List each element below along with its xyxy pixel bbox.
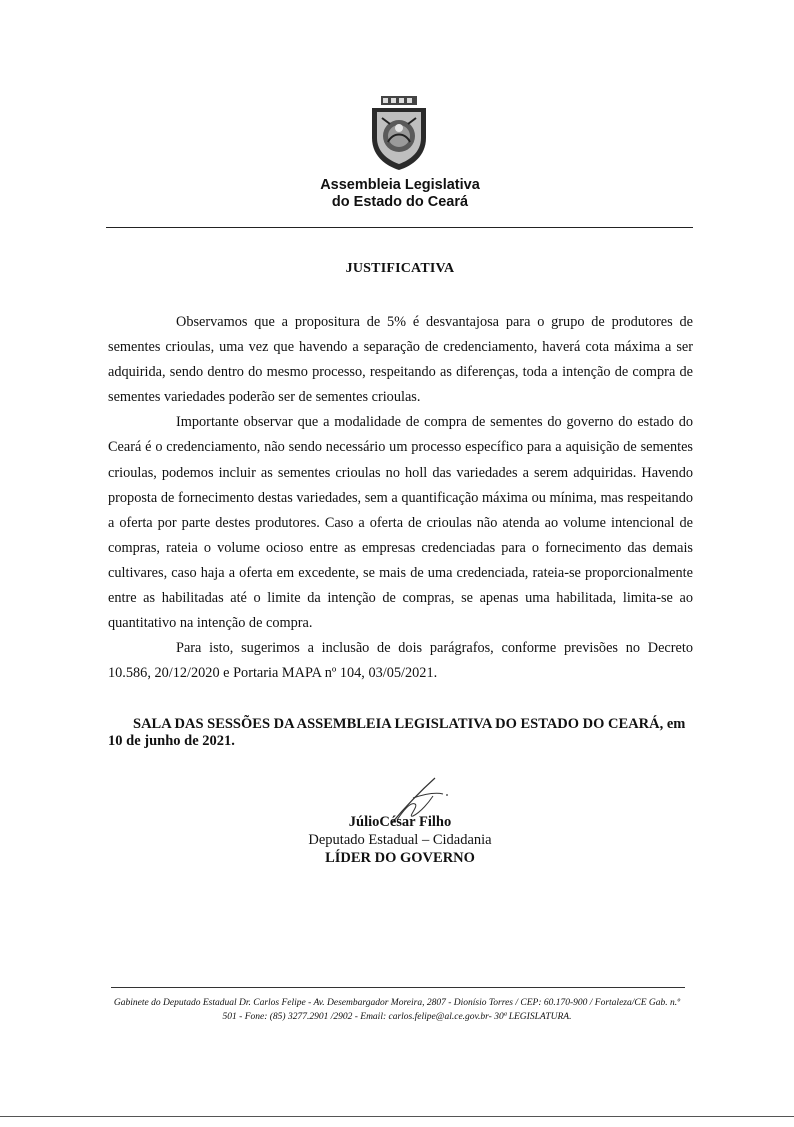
paragraph-3: Para isto, sugerimos a inclusão de dois parágrafos, conforme previsões no Decreto 10.586, 20/12/2020 e Portaria MAPA nº 104, 03/05/2021. <box>108 640 693 682</box>
paragraph-1: Observamos que a propositura de 5% é desvantajosa para o grupo de produtores de sementes crioulas, uma vez que havendo a separação de credenciamento, haverá cota máxima a ser adquirida, sendo dentro do mesmo processo, respeitando as diferenças, toda a intenção de compra de sementes variedades poderão ser de sementes crioulas. <box>108 314 693 406</box>
footer-divider <box>111 987 685 988</box>
session-closing-line: SALA DAS SESSÕES DA ASSEMBLEIA LEGISLATIVA DO ESTADO DO CEARÁ, em <box>133 716 686 732</box>
coat-of-arms-emblem <box>368 94 430 172</box>
document-title: JUSTIFICATIVA <box>345 261 455 276</box>
signatory-title: LÍDER DO GOVERNO <box>325 850 475 866</box>
justification-body <box>108 310 693 686</box>
institution-name: Assembleia Legislativa <box>320 177 480 193</box>
paragraph-2: Importante observar que a modalidade de compra de sementes do governo do estado do Ceará é o credenciamento, não sendo necessário um processo específico para a aquisição de sementes crioulas, podemos incluir as sementes crioulas no holl das variedades a serem adquiridas. Havendo proposta de fornecimento destas variedades, sem a quantificação máxima ou mínima, mas respeitando a oferta por parte destes produtores. Caso a oferta de crioulas não atenda ao volume intencional de compras, rateia o volume ocioso entre as empresas credenciadas para o fornecimento das demais cultivares, caso haja a oferta em excedente, se mais de uma credenciada, rateia-se proporcionalmente entre as habilitadas até o limite da intenção de compras, se apenas uma habilitada, limita-se ao quantitativo na intenção de compra. <box>108 414 693 632</box>
session-date: 10 de junho de 2021. <box>108 733 235 749</box>
footer-contact-line: 501 - Fone: (85) 3277.2901 /2902 - Email: carlos.felipe@al.ce.gov.br- 30ª LEGISLATURA. <box>222 1011 572 1022</box>
signatory-role: Deputado Estadual – Cidadania <box>308 832 492 848</box>
institution-subtitle: do Estado do Ceará <box>331 194 469 210</box>
office-footer <box>100 997 694 1024</box>
signatory-name: JúlioCésar Filho <box>348 814 452 830</box>
header-divider <box>106 227 693 228</box>
page-bottom-edge <box>0 1116 794 1117</box>
footer-address-line: Gabinete do Deputado Estadual Dr. Carlos Felipe - Av. Desembargador Moreira, 2807 - Dionísio Torres / CEP: 60.170-900 / Fortaleza/CE Gab. n.º <box>113 998 681 1008</box>
